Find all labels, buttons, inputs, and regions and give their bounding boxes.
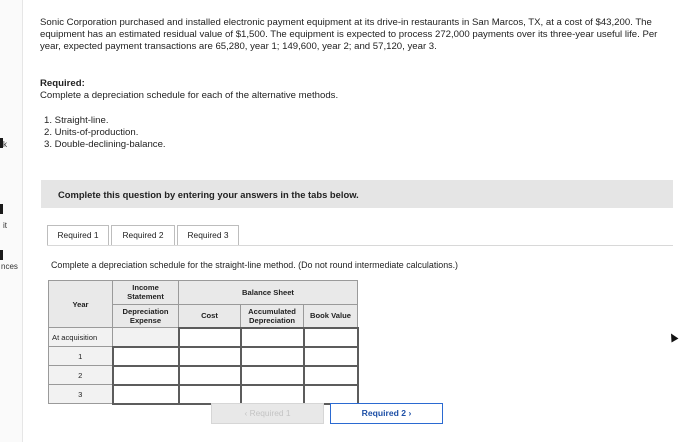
book-value-input-field[interactable]: [305, 329, 357, 346]
required-section: [40, 78, 338, 101]
method-item: 2. Units-of-production.: [44, 126, 139, 138]
instruction-banner: [41, 180, 673, 208]
header-income-statement: Income Statement: [113, 281, 179, 305]
mouse-cursor-icon: [668, 332, 679, 343]
method-item: 3. Double-declining-balance.: [44, 138, 166, 150]
cost-input[interactable]: [179, 328, 241, 347]
left-sidebar-strip: [0, 0, 23, 442]
header-balance-sheet: Balance Sheet: [179, 281, 358, 305]
accumulated-depreciation-input[interactable]: [241, 328, 304, 347]
sidebar-marker: [0, 250, 3, 260]
depreciation-expense-input-field[interactable]: [114, 367, 178, 384]
depreciation-expense-input[interactable]: [113, 347, 179, 366]
accumulated-depreciation-input-field[interactable]: [242, 386, 303, 403]
tab-required-3[interactable]: Required 3: [177, 225, 239, 246]
accumulated-depreciation-input-field[interactable]: [242, 329, 303, 346]
depreciation-expense-input-field[interactable]: [114, 386, 178, 403]
method-item: 1. Straight-line.: [44, 115, 109, 126]
tab-required-1[interactable]: Required 1: [47, 225, 109, 246]
row-label: At acquisition: [49, 328, 113, 347]
cost-input[interactable]: [179, 366, 241, 385]
row-label: 2: [49, 366, 113, 385]
sidebar-text: it: [3, 221, 7, 230]
header-book-value: Book Value: [304, 304, 358, 328]
instruction-text: Complete this question by entering your answers in the tabs below.: [58, 189, 359, 200]
next-required-button[interactable]: Required 2 ›: [330, 403, 443, 424]
cell-disabled: [113, 328, 179, 347]
depreciation-expense-input[interactable]: [113, 366, 179, 385]
problem-statement: Sonic Corporation purchased and installed electronic payment equipment at its drive-in restaurants in San Marcos, TX, at a cost of $43,200. The equipment has an estimated residual value of $1,500. The equipment is expected to process 272,000 payments over its three-year useful life. Per year, expected payment transactions are 65,280, year 1; 149,600, year 2; and 57,120, year 3.: [40, 17, 658, 52]
table-row: [49, 347, 358, 366]
header-depreciation-expense: Depreciation Expense: [113, 304, 179, 328]
required-text: Complete a depreciation schedule for each of the alternative methods.: [40, 89, 339, 101]
accumulated-depreciation-input-field[interactable]: [242, 348, 303, 365]
cost-input-field[interactable]: [180, 329, 240, 346]
table-row: [49, 328, 358, 347]
book-value-input[interactable]: [304, 347, 358, 366]
tab-required-2[interactable]: Required 2: [111, 225, 175, 246]
header-accumulated-depreciation: Accumulated Depreciation: [241, 304, 304, 328]
header-year: Year: [49, 281, 113, 328]
required-heading: Required:: [40, 78, 85, 89]
previous-required-button[interactable]: ‹ Required 1: [211, 403, 324, 424]
sidebar-text: k: [3, 140, 7, 149]
depreciation-expense-input[interactable]: [113, 385, 179, 404]
row-label: 3: [49, 385, 113, 404]
accumulated-depreciation-input-field[interactable]: [242, 367, 303, 384]
accumulated-depreciation-input[interactable]: [241, 366, 304, 385]
cost-input-field[interactable]: [180, 348, 240, 365]
depreciation-expense-input-field[interactable]: [114, 348, 178, 365]
tab-divider: [47, 245, 673, 246]
cost-input[interactable]: [179, 385, 241, 404]
book-value-input-field[interactable]: [305, 367, 357, 384]
header-cost: Cost: [179, 304, 241, 328]
accumulated-depreciation-input[interactable]: [241, 385, 304, 404]
book-value-input-field[interactable]: [305, 348, 357, 365]
sidebar-text: nces: [1, 262, 18, 271]
cost-input-field[interactable]: [180, 367, 240, 384]
depreciation-schedule-table: [48, 280, 359, 405]
book-value-input-field[interactable]: [305, 386, 357, 403]
book-value-input[interactable]: [304, 385, 358, 404]
sidebar-marker: [0, 204, 3, 214]
book-value-input[interactable]: [304, 366, 358, 385]
row-label: 1: [49, 347, 113, 366]
sub-instruction: Complete a depreciation schedule for the straight-line method. (Do not round intermediate calculations.): [51, 260, 458, 270]
table-row: [49, 385, 358, 404]
book-value-input[interactable]: [304, 328, 358, 347]
method-list: [44, 115, 166, 150]
cost-input-field[interactable]: [180, 386, 240, 403]
cost-input[interactable]: [179, 347, 241, 366]
table-row: [49, 366, 358, 385]
accumulated-depreciation-input[interactable]: [241, 347, 304, 366]
